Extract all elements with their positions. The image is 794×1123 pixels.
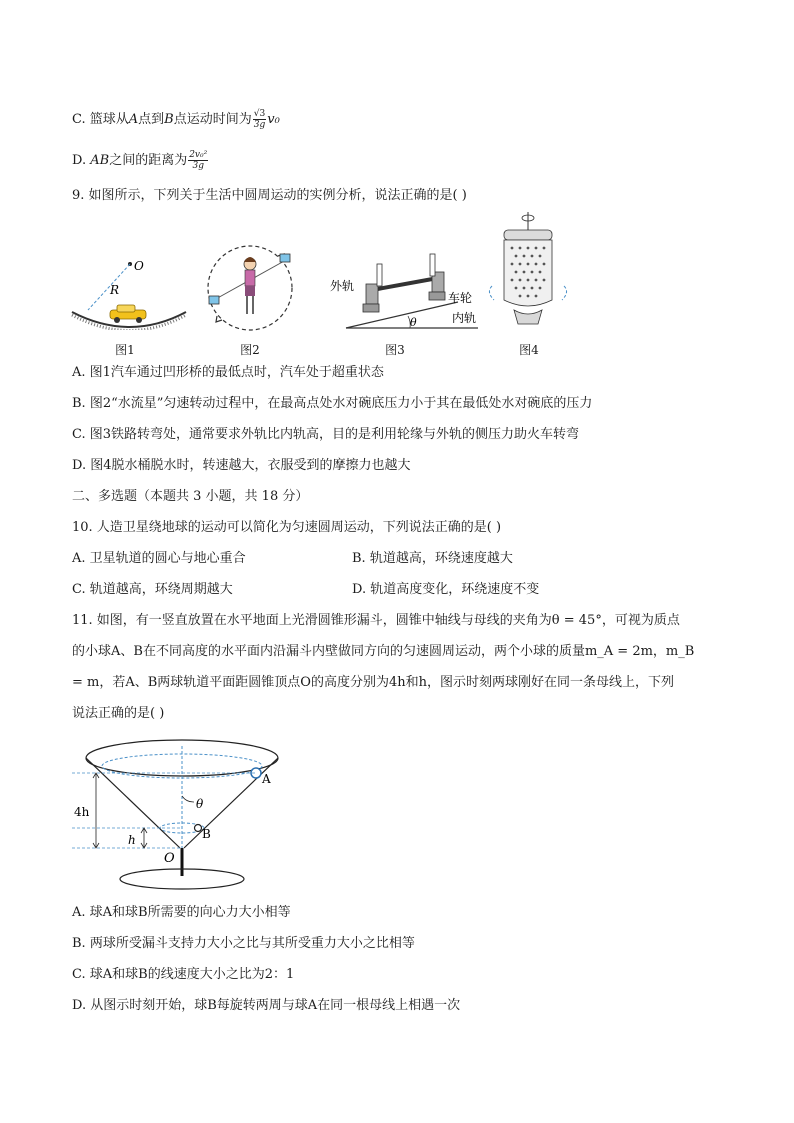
q11-stem-line4: 说法正确的是( ) (72, 706, 165, 721)
q8-option-d: D. AB之间的距离为 $\frac{\text{2v₀²}}{3g}$ (72, 150, 208, 171)
cup-right (280, 254, 290, 262)
label-o: O (164, 851, 175, 866)
q11-option-c: C. 球A和球B的线速度大小之比为2：1 (72, 967, 295, 982)
person-hair (244, 257, 256, 262)
outer-wheel (366, 284, 378, 304)
q11-funnel-figure (72, 736, 292, 896)
fig4-caption: 图4 (519, 343, 539, 357)
cup-left (209, 296, 219, 304)
q11-stem-line3: = m，若A、B两球轨道平面距圆锥顶点O的高度分别为4h和h，图示时刻两球刚好在同一条母线上，下列 (72, 675, 674, 690)
water-spray-left (489, 286, 494, 300)
label-r: R (110, 283, 120, 297)
outer-wheel-flange (377, 264, 382, 286)
fig4-spin-dryer (488, 208, 568, 338)
q10-option-a: A. 卫星轨道的圆心与地心重合 (72, 551, 246, 566)
outer-rail (363, 304, 379, 312)
fig2-caption: 图2 (240, 343, 260, 357)
q9-option-b: B. 图2“水流星”匀速转动过程中，在最高点处水对碗底压力小于其在最低处水对碗底的压力 (72, 396, 593, 411)
q9-option-a: A. 图1汽车通过凹形桥的最低点时，汽车处于超重状态 (72, 365, 384, 380)
fig1-concave-bridge (70, 250, 190, 330)
q9-option-d: D. 图4脱水桶脱水时，转速越大，衣服受到的摩擦力也越大 (72, 458, 411, 473)
q11-option-b: B. 两球所受漏斗支持力大小之比与其所受重力大小之比相等 (72, 936, 415, 951)
fraction: $\frac{\text{2v₀²}}{3g}$ (189, 150, 208, 171)
q10-option-d: D. 轨道高度变化，环绕速度不变 (352, 582, 540, 597)
label-theta: θ (196, 797, 204, 811)
car-cabin (117, 305, 135, 312)
q10-option-b: B. 轨道越高，环绕速度越大 (352, 551, 513, 566)
label-b: B (202, 827, 211, 841)
label-theta: θ (410, 316, 417, 329)
q8-option-c: C. 篮球从A点到B点运动时间为 $\frac{√3}{3g}$ v₀ (72, 109, 280, 130)
fig3-railway-curve (328, 238, 488, 333)
label-a: A (262, 772, 271, 786)
radius-line (88, 264, 130, 310)
fig1-caption: 图1 (115, 343, 135, 357)
q10-option-c: C. 轨道越高，环绕周期越大 (72, 582, 233, 597)
fig3-caption: 图3 (385, 343, 405, 357)
fraction: $\frac{√3}{3g}$ (253, 109, 266, 130)
label-inner-rail: 内轨 (452, 311, 477, 325)
q11-stem-line2: 的小球A、B在不同高度的水平面内沿漏斗内壁做同方向的匀速圆周运动，两个小球的质量m_A = 2m，m_B (72, 644, 695, 659)
drum-top-rim (504, 230, 552, 240)
label-o: O (134, 259, 144, 273)
q10-stem: 10. 人造卫星绕地球的运动可以简化为匀速圆周运动，下列说法正确的是( ) (72, 520, 502, 535)
label-4h: 4h (74, 805, 90, 819)
section-heading-multi-choice: 二、多选题（本题共 3 小题，共 18 分） (72, 489, 309, 504)
person-skirt (245, 286, 255, 296)
angle-arc (182, 796, 194, 802)
q11-stem-line1: 11. 如图，有一竖直放置在水平地面上光滑圆锥形漏斗，圆锥中轴线与母线的夹角为θ = 45°，可视为质点 (72, 613, 680, 628)
label-outer-rail: 外轨 (330, 279, 355, 293)
q9-option-c: C. 图3铁路转弯处，通常要求外轨比内轨高，目的是利用轮缘与外轨的侧压力助火车转弯 (72, 427, 580, 442)
q11-option-a: A. 球A和球B所需要的向心力大小相等 (72, 905, 291, 920)
car-wheel (136, 317, 142, 323)
car-wheel (114, 317, 120, 323)
ball-b (195, 825, 202, 832)
fig2-water-star (200, 238, 300, 338)
label-h: h (128, 833, 136, 847)
q11-option-d: D. 从图示时刻开始，球B每旋转两周与球A在同一根母线上相遇一次 (72, 998, 461, 1013)
person-body (245, 270, 255, 286)
inner-rail (429, 292, 445, 300)
drum-base (514, 310, 542, 324)
label-wheel: 车轮 (448, 291, 473, 305)
water-spray-right (562, 286, 567, 300)
inner-wheel-flange (430, 254, 435, 276)
q9-stem: 9. 如图所示，下列关于生活中圆周运动的实例分析，说法正确的是( ) (72, 188, 467, 203)
